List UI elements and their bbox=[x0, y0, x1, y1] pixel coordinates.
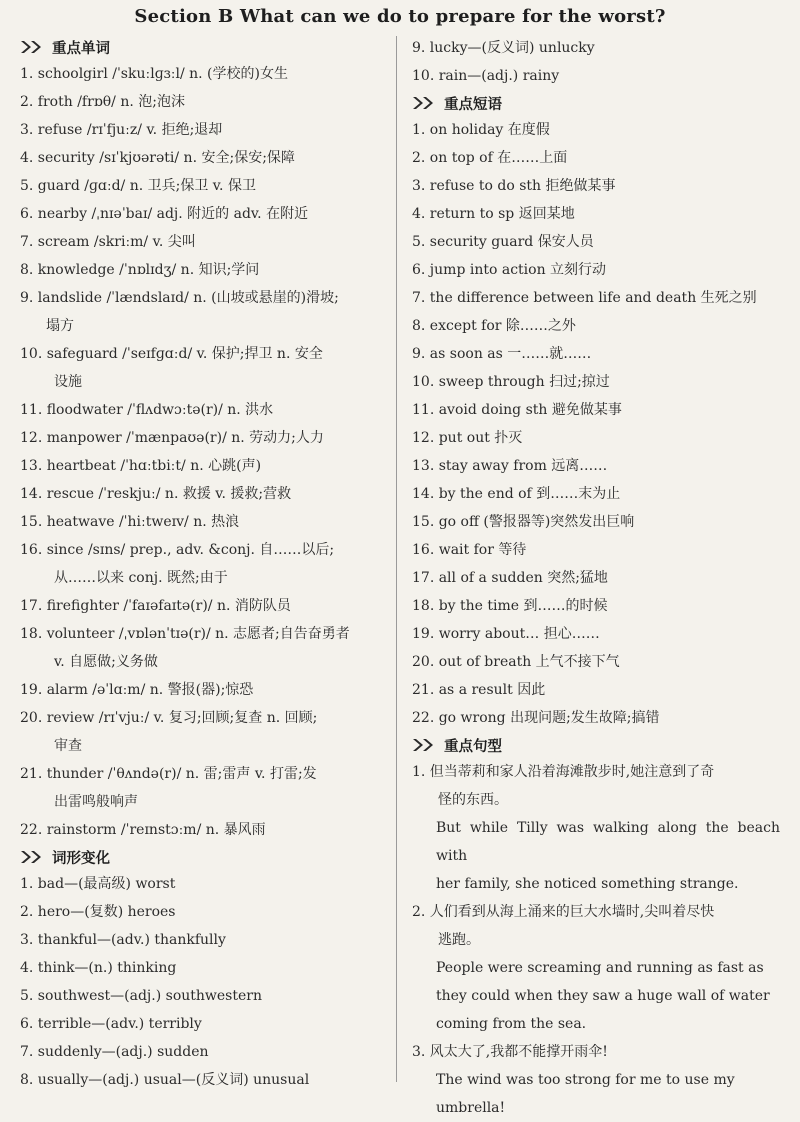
vocab-list bbox=[20, 60, 386, 844]
list-item: 14. rescue /ˈreskjuː/ n. 救援 v. 援救;营救 bbox=[20, 486, 292, 502]
list-item: 16. wait for 等待 bbox=[412, 542, 527, 558]
sentence-en: coming from the sea. bbox=[436, 1016, 587, 1032]
list-item: 16. since /sɪns/ prep., adv. &conj. 自……以后; bbox=[20, 542, 335, 558]
list-item: 1. on holiday 在度假 bbox=[412, 122, 550, 138]
list-item: 5. southwest—(adj.) southwestern bbox=[20, 988, 262, 1004]
list-item-continuation: 出雷鸣般响声 bbox=[54, 794, 138, 810]
list-item: 11. avoid doing sth 避免做某事 bbox=[412, 402, 622, 418]
list-item-continuation: 从……以来 conj. 既然;由于 bbox=[54, 570, 228, 586]
list-item: 2. froth /frɒθ/ n. 泡;泡沫 bbox=[20, 94, 185, 110]
list-item: 18. by the time 到……的时候 bbox=[412, 598, 608, 614]
sentence-item bbox=[412, 898, 780, 1038]
double-chevron-icon bbox=[412, 96, 438, 110]
list-item: 8. usually—(adj.) usual—(反义词) unusual bbox=[20, 1072, 310, 1088]
sentence-item bbox=[412, 758, 780, 898]
sentence-zh-continuation: 逃跑。 bbox=[438, 932, 480, 948]
list-item: 4. security /sɪˈkjʊərəti/ n. 安全;保安;保障 bbox=[20, 150, 295, 166]
section-heading-sentences bbox=[412, 732, 780, 758]
sentence-zh: 2. 人们看到从海上涌来的巨大水墙时,尖叫着尽快 bbox=[412, 904, 715, 920]
list-item: 17. all of a sudden 突然;猛地 bbox=[412, 570, 608, 586]
page-title: Section B What can we do to prepare for the worst? bbox=[134, 6, 666, 27]
list-item: 19. worry about… 担心…… bbox=[412, 626, 600, 642]
list-item-continuation: 审查 bbox=[54, 738, 82, 754]
left-column bbox=[20, 34, 386, 1094]
section-heading-label: 重点短语 bbox=[444, 96, 502, 113]
sentence-en: umbrella! bbox=[436, 1100, 506, 1116]
phrases-list bbox=[412, 116, 780, 732]
section-heading-phrases bbox=[412, 90, 780, 116]
list-item: 21. thunder /ˈθʌndə(r)/ n. 雷;雷声 v. 打雷;发 bbox=[20, 766, 317, 782]
wordforms-list-continued bbox=[412, 34, 780, 90]
sentences-list bbox=[412, 758, 780, 1122]
list-item: 15. heatwave /ˈhiːtweɪv/ n. 热浪 bbox=[20, 514, 240, 530]
list-item: 7. scream /skriːm/ v. 尖叫 bbox=[20, 234, 196, 250]
double-chevron-icon bbox=[20, 40, 46, 54]
list-item: 20. review /rɪˈvjuː/ v. 复习;回顾;复查 n. 回顾; bbox=[20, 710, 318, 726]
section-heading-wordforms bbox=[20, 844, 386, 870]
list-item: 6. jump into action 立刻行动 bbox=[412, 262, 607, 278]
section-heading-label: 重点句型 bbox=[444, 738, 502, 755]
list-item: 8. except for 除……之外 bbox=[412, 318, 576, 334]
list-item: 11. floodwater /ˈflʌdwɔːtə(r)/ n. 洪水 bbox=[20, 402, 274, 418]
list-item: 3. thankful—(adv.) thankfully bbox=[20, 932, 226, 948]
section-heading-vocab bbox=[20, 34, 386, 60]
list-item: 13. heartbeat /ˈhɑːtbiːt/ n. 心跳(声) bbox=[20, 458, 262, 474]
wordforms-list bbox=[20, 870, 386, 1094]
list-item: 4. think—(n.) thinking bbox=[20, 960, 177, 976]
list-item: 10. rain—(adj.) rainy bbox=[412, 68, 560, 84]
double-chevron-icon bbox=[412, 738, 438, 752]
list-item: 1. schoolgirl /ˈskuːlɡɜːl/ n. (学校的)女生 bbox=[20, 66, 288, 82]
list-item: 13. stay away from 远离…… bbox=[412, 458, 608, 474]
sentence-zh-continuation: 怪的东西。 bbox=[438, 792, 508, 808]
list-item: 12. put out 扑灭 bbox=[412, 430, 523, 446]
list-item: 12. manpower /ˈmænpaʊə(r)/ n. 劳动力;人力 bbox=[20, 430, 324, 446]
list-item: 6. nearby /ˌnɪəˈbaɪ/ adj. 附近的 adv. 在附近 bbox=[20, 206, 309, 222]
sentence-en: her family, she noticed something strange. bbox=[436, 876, 739, 892]
sentence-en: they could when they saw a huge wall of water bbox=[436, 988, 770, 1004]
list-item-continuation: v. 自愿做;义务做 bbox=[54, 654, 158, 670]
list-item: 1. bad—(最高级) worst bbox=[20, 876, 176, 892]
list-item: 9. landslide /ˈlændslaɪd/ n. (山坡或悬崖的)滑坡; bbox=[20, 290, 339, 306]
list-item: 18. volunteer /ˌvɒlənˈtɪə(r)/ n. 志愿者;自告奋勇者 bbox=[20, 626, 350, 642]
list-item: 7. the difference between life and death 生死之别 bbox=[412, 290, 757, 306]
list-item: 22. rainstorm /ˈreɪnstɔːm/ n. 暴风雨 bbox=[20, 822, 266, 838]
list-item: 2. hero—(复数) heroes bbox=[20, 904, 176, 920]
list-item: 20. out of breath 上气不接下气 bbox=[412, 654, 620, 670]
double-chevron-icon bbox=[20, 850, 46, 864]
list-item: 3. refuse to do sth 拒绝做某事 bbox=[412, 178, 616, 194]
list-item-continuation: 塌方 bbox=[46, 318, 74, 334]
list-item: 6. terrible—(adv.) terribly bbox=[20, 1016, 202, 1032]
list-item: 10. sweep through 扫过;掠过 bbox=[412, 374, 610, 390]
section-heading-label: 词形变化 bbox=[52, 850, 110, 867]
list-item: 4. return to sp 返回某地 bbox=[412, 206, 575, 222]
list-item: 8. knowledge /ˈnɒlɪdʒ/ n. 知识;学问 bbox=[20, 262, 260, 278]
sentence-en: People were screaming and running as fast as bbox=[436, 960, 764, 976]
list-item-continuation: 设施 bbox=[54, 374, 82, 390]
sentence-en: The wind was too strong for me to use my bbox=[436, 1072, 735, 1088]
section-heading-label: 重点单词 bbox=[52, 40, 110, 57]
list-item: 3. refuse /rɪˈfjuːz/ v. 拒绝;退却 bbox=[20, 122, 223, 138]
list-item: 22. go wrong 出现问题;发生故障;搞错 bbox=[412, 710, 660, 726]
list-item: 14. by the end of 到……末为止 bbox=[412, 486, 621, 502]
right-column bbox=[412, 34, 780, 1122]
sentence-en: But while Tilly was walking along the beach with bbox=[436, 820, 780, 864]
sentence-zh: 1. 但当蒂莉和家人沿着海滩散步时,她注意到了奇 bbox=[412, 764, 715, 780]
list-item: 9. as soon as 一……就…… bbox=[412, 346, 592, 362]
list-item: 5. security guard 保安人员 bbox=[412, 234, 594, 250]
sentence-zh: 3. 风太大了,我都不能撑开雨伞! bbox=[412, 1044, 608, 1060]
list-item: 15. go off (警报器等)突然发出巨响 bbox=[412, 514, 635, 530]
column-divider bbox=[396, 36, 397, 1082]
list-item: 9. lucky—(反义词) unlucky bbox=[412, 40, 595, 56]
list-item: 17. firefighter /ˈfaɪəfaɪtə(r)/ n. 消防队员 bbox=[20, 598, 291, 614]
list-item: 19. alarm /əˈlɑːm/ n. 警报(器);惊恐 bbox=[20, 682, 254, 698]
list-item: 10. safeguard /ˈseɪfɡɑːd/ v. 保护;捍卫 n. 安全 bbox=[20, 346, 323, 362]
list-item: 21. as a result 因此 bbox=[412, 682, 546, 698]
list-item: 2. on top of 在……上面 bbox=[412, 150, 568, 166]
sentence-item bbox=[412, 1038, 780, 1122]
list-item: 5. guard /ɡɑːd/ n. 卫兵;保卫 v. 保卫 bbox=[20, 178, 256, 194]
list-item: 7. suddenly—(adj.) sudden bbox=[20, 1044, 209, 1060]
